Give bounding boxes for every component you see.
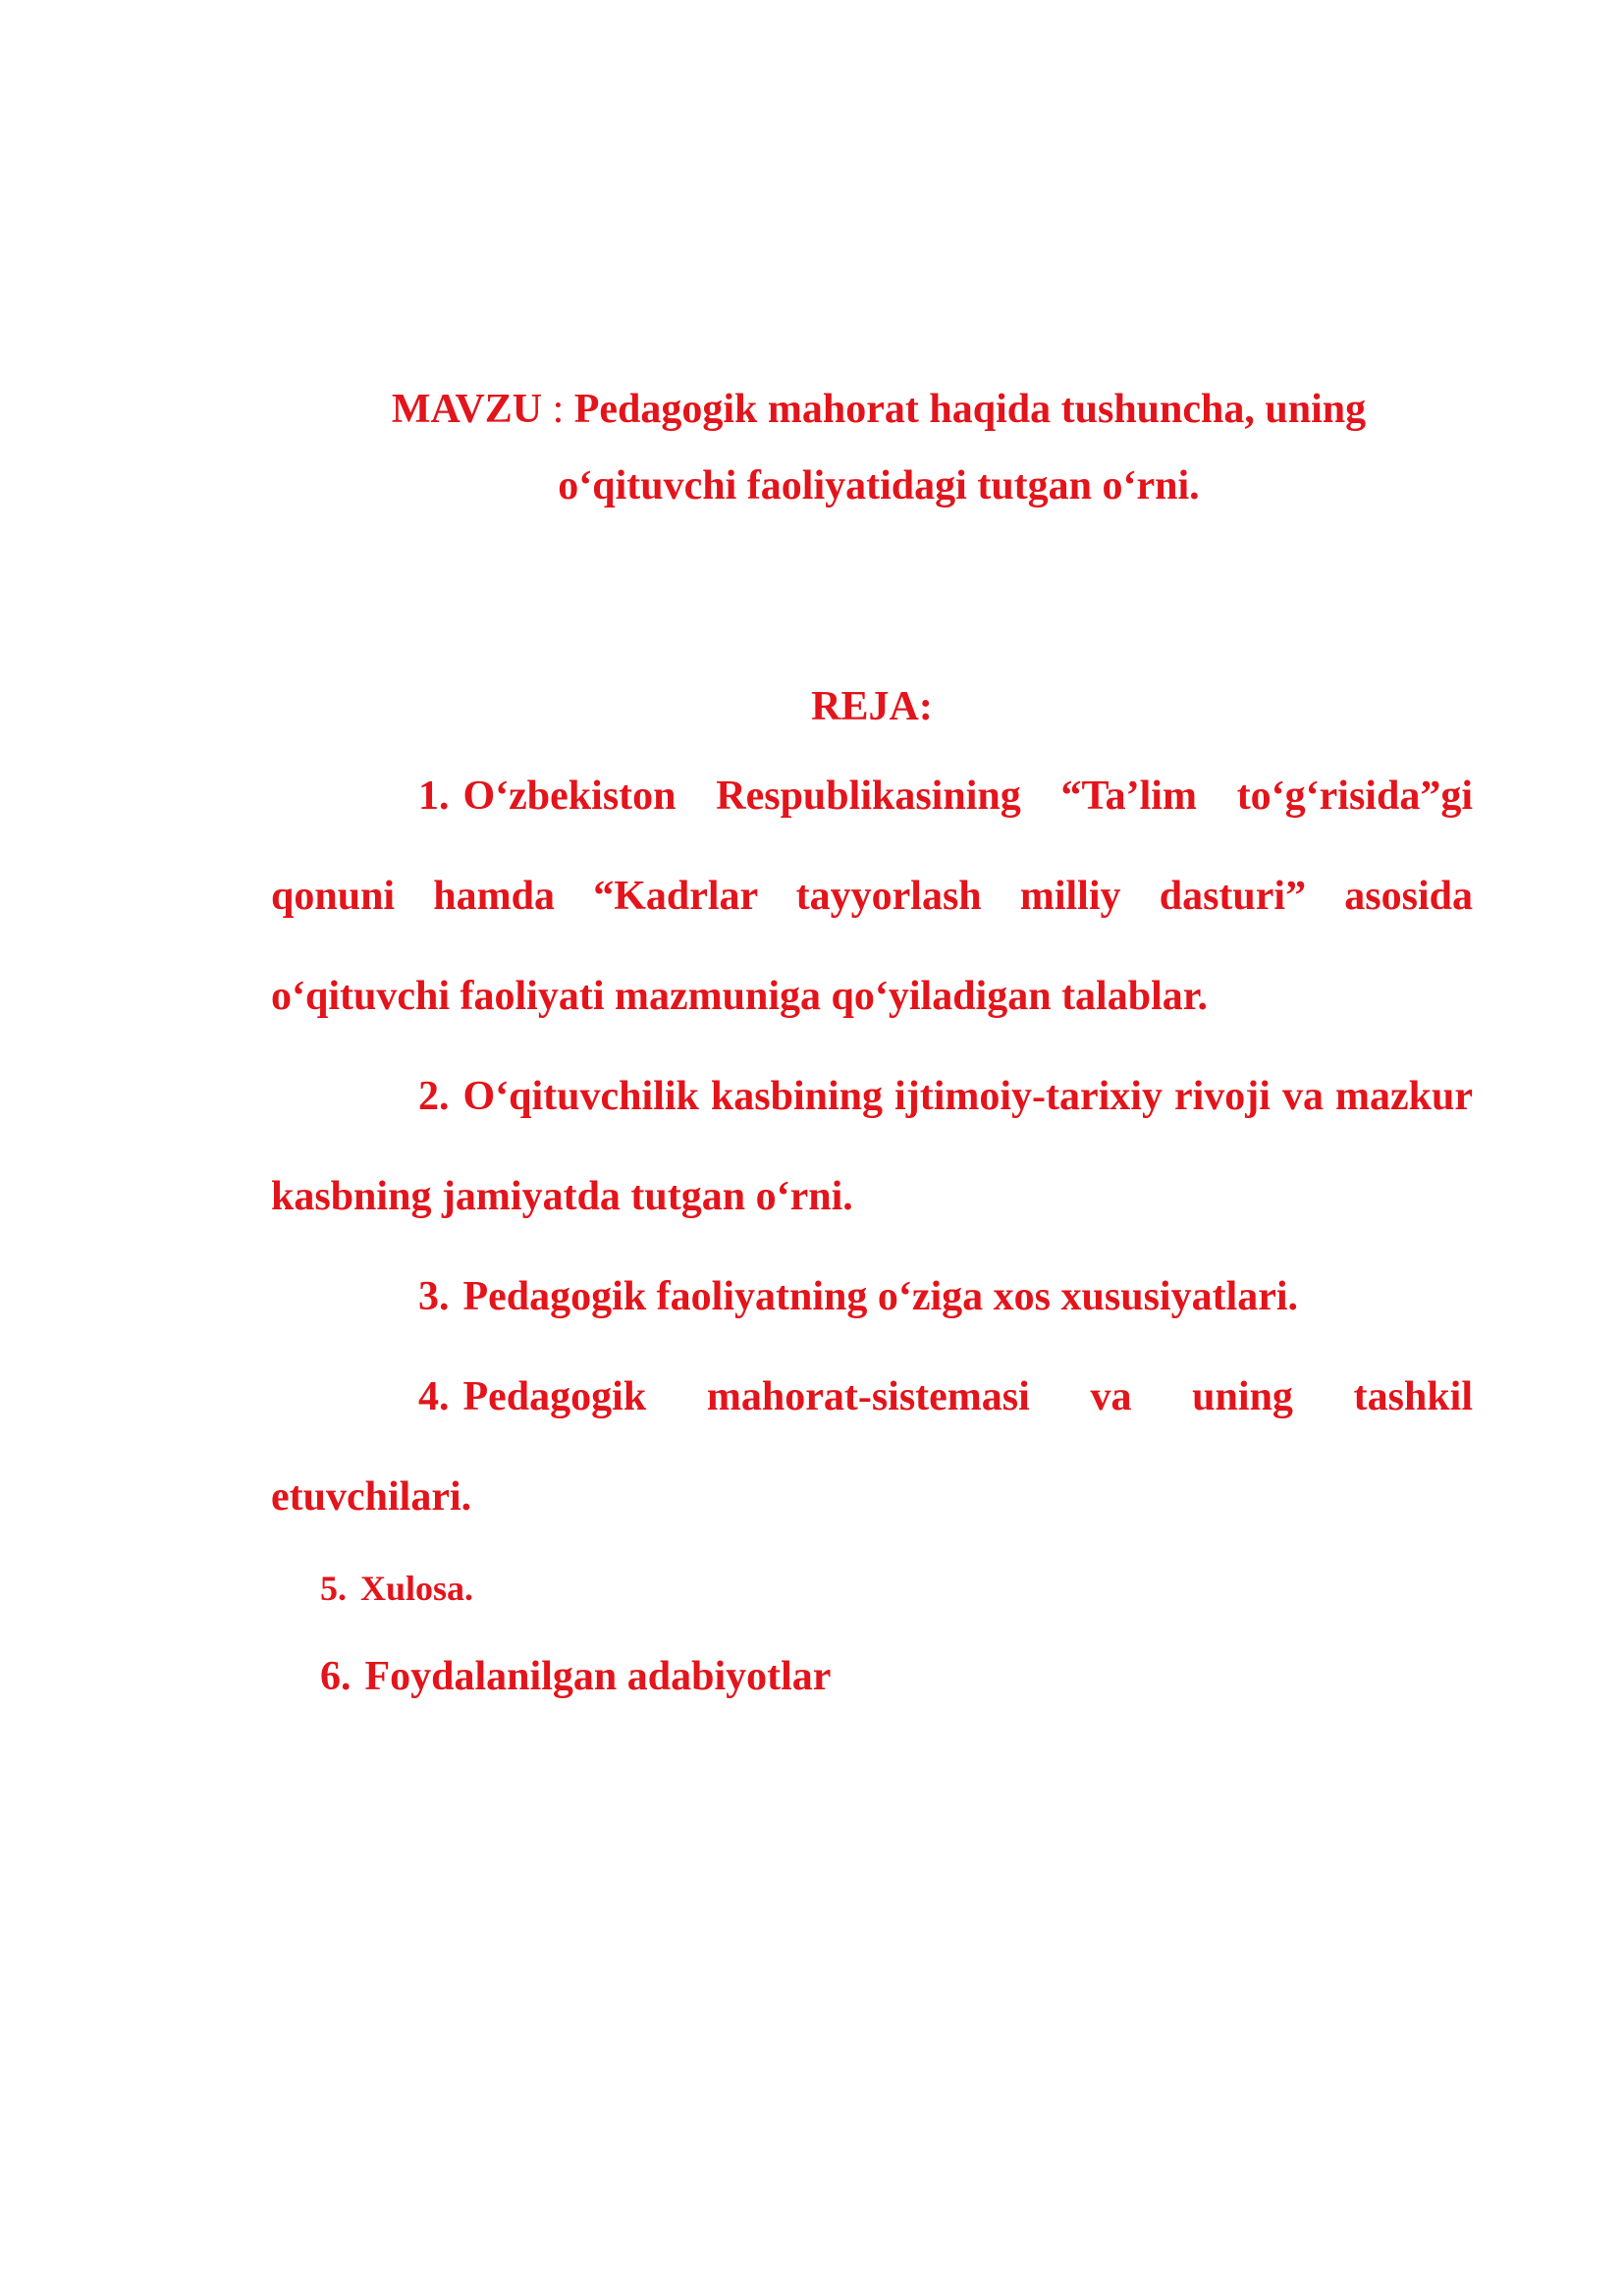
plan-item-text: Xulosa. (360, 1569, 474, 1608)
topic-title-line1 (295, 371, 1463, 448)
plan-item-text: O‘qituvchilik kasbining ijtimoiy-tarixiy rivoji va mazkur kasbning jamiyatda tutgan o‘rni. (271, 1074, 1473, 1219)
topic-label: MAVZU (391, 387, 543, 432)
plan-list (271, 746, 1473, 1547)
topic-text-line1: Pedagogik mahorat haqida tushuncha, uning (573, 387, 1367, 432)
plan-item-number: 1. (418, 774, 450, 819)
plan-item-5 (320, 1561, 473, 1616)
plan-item-text: Foydalanilgan adabiyotlar (364, 1654, 832, 1699)
topic-title (295, 371, 1463, 524)
plan-item-4 (271, 1347, 1473, 1547)
plan-item-1 (271, 746, 1473, 1046)
plan-item-3 (271, 1247, 1473, 1347)
plan-item-number: 4. (418, 1374, 450, 1419)
plan-item-number: 6. (320, 1654, 352, 1699)
plan-item-text: Pedagogik mahorat-sistemasi va uning tashkil etuvchilari. (271, 1374, 1473, 1520)
plan-item-number: 5. (320, 1569, 347, 1608)
plan-item-number: 2. (418, 1074, 450, 1119)
plan-item-6 (320, 1647, 831, 1706)
topic-separator: : (542, 387, 574, 432)
plan-item-text: O‘zbekiston Respublikasining “Ta’lim to‘g‘risida”gi qonuni hamda “Kadrlar tayyorlash milliy dasturi” asosida o‘qituvchi faoliyati mazmuniga qo‘yiladigan talablar. (271, 774, 1473, 1019)
plan-item-number: 3. (418, 1274, 450, 1319)
plan-item-2 (271, 1046, 1473, 1247)
plan-heading: REJA: (811, 684, 933, 729)
topic-text-line2: o‘qituvchi faoliyatidagi tutgan o‘rni. (558, 463, 1200, 508)
plan-item-text: Pedagogik faoliyatning o‘ziga xos xususiyatlari. (462, 1274, 1299, 1319)
